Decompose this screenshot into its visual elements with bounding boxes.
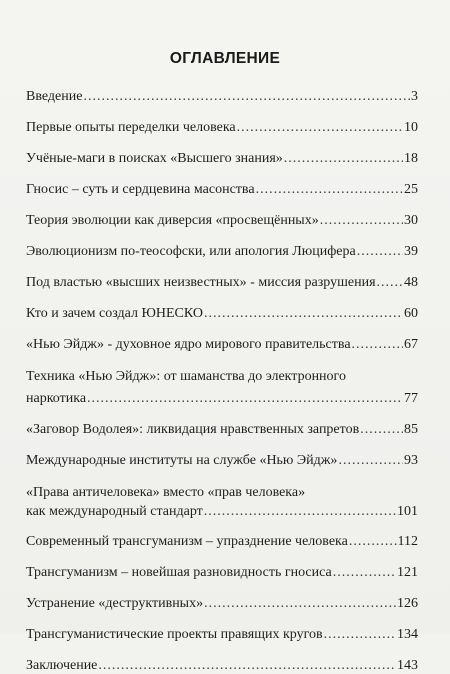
- toc-entry: [26, 421, 418, 438]
- toc-entry-page: 3: [411, 89, 418, 104]
- toc-entry-page: 77: [404, 391, 418, 406]
- toc-entry-title: Теория эволюции как диверсия «просвещённых»: [26, 213, 319, 228]
- toc-entry-title: Трансгуманизм – новейшая разновидность гносиса: [26, 565, 332, 580]
- toc-entry-title: Современный трансгуманизм – упразднение человека: [26, 534, 348, 549]
- toc-entry-title: Гносис – суть и сердцевина масонства: [26, 182, 255, 197]
- toc-entry-page: 143: [397, 658, 418, 673]
- leader-dots: [256, 181, 403, 198]
- leader-dots: [83, 88, 410, 105]
- toc-entry: [26, 212, 418, 229]
- toc-entry-title-line: Техника «Нью Эйдж»: от шаманства до электронного: [26, 369, 346, 384]
- toc-entry: [26, 657, 418, 674]
- leader-dots: [204, 503, 396, 520]
- leader-dots: [338, 452, 403, 469]
- toc-entry-title-line: «Права античеловека» вместо «прав человека»: [26, 485, 306, 500]
- toc-entry-title: «Нью Эйдж» - духовное ядро мирового правительства: [26, 337, 351, 352]
- toc-entry-page: 10: [404, 120, 418, 135]
- toc-entry: [26, 119, 418, 136]
- toc-entry: [26, 305, 418, 322]
- leader-dots: [333, 564, 396, 581]
- toc-entry-title: Эволюционизм по-теософски, или апология Люцифера: [26, 244, 356, 259]
- toc-entry-page: 67: [404, 337, 418, 352]
- toc-entry-title: как международный стандарт: [26, 504, 203, 519]
- toc-entry: [26, 181, 418, 198]
- leader-dots: [98, 657, 396, 674]
- toc-entry: [26, 626, 418, 643]
- toc-entry-page: 25: [404, 182, 418, 197]
- toc-entry-page: 30: [404, 213, 418, 228]
- toc-heading: ОГЛАВЛЕНИЕ: [169, 50, 281, 67]
- toc-entry-title: Трансгуманистические проекты правящих кругов: [26, 627, 323, 642]
- leader-dots: [204, 595, 396, 612]
- toc-entry-page: 39: [404, 244, 418, 259]
- toc-entry: [26, 150, 418, 167]
- toc-entry-title: Кто и зачем создал ЮНЕСКО: [26, 306, 203, 321]
- leader-dots: [320, 212, 403, 229]
- leader-dots: [284, 150, 403, 167]
- toc-entry-page: 112: [397, 534, 418, 549]
- toc-entry-page: 18: [404, 151, 418, 166]
- toc-entry-title: Международные институты на службе «Нью Эйдж»: [26, 453, 338, 468]
- toc-entry-title: «Заговор Водолея»: ликвидация нравственных запретов: [26, 422, 360, 437]
- leader-dots: [324, 626, 396, 643]
- toc-entry-page: 85: [404, 422, 418, 437]
- leader-dots: [352, 336, 403, 353]
- leader-dots: [357, 243, 403, 260]
- toc-entry: [26, 533, 418, 550]
- leader-dots: [349, 533, 397, 550]
- toc-entry: [26, 243, 418, 260]
- leader-dots: [237, 119, 403, 136]
- toc-entry-page: 93: [404, 453, 418, 468]
- toc-entry: [26, 336, 418, 353]
- toc-entry: [26, 564, 418, 581]
- toc-entry: [26, 88, 418, 105]
- toc-entry-page: 134: [397, 627, 418, 642]
- toc-entry-title: Первые опыты переделки человека: [26, 120, 236, 135]
- leader-dots: [87, 390, 403, 407]
- toc-entry-page: 48: [404, 275, 418, 290]
- toc-entry: [26, 595, 418, 612]
- toc-entry-title: Заключение: [26, 658, 98, 673]
- leader-dots: [360, 421, 403, 438]
- leader-dots: [204, 305, 403, 322]
- toc-entry-title: наркотика: [26, 391, 87, 406]
- leader-dots: [377, 274, 403, 291]
- toc-entry: [26, 274, 418, 291]
- toc-entry-page: 60: [404, 306, 418, 321]
- toc-entry-title: Под властью «высших неизвестных» - миссия разрушения: [26, 275, 376, 290]
- toc-entry-title: Учёные-маги в поисках «Высшего знания»: [26, 151, 283, 166]
- toc-entry: [26, 452, 418, 469]
- toc-entry-page: 121: [397, 565, 418, 580]
- toc-entry-title: Устранение «деструктивных»: [26, 596, 204, 611]
- toc-entry: [26, 484, 418, 520]
- toc-entry-page: 126: [397, 596, 418, 611]
- toc-entry-page: 101: [397, 504, 418, 519]
- toc-entry: [26, 368, 418, 407]
- toc-entry-title: Введение: [26, 89, 83, 104]
